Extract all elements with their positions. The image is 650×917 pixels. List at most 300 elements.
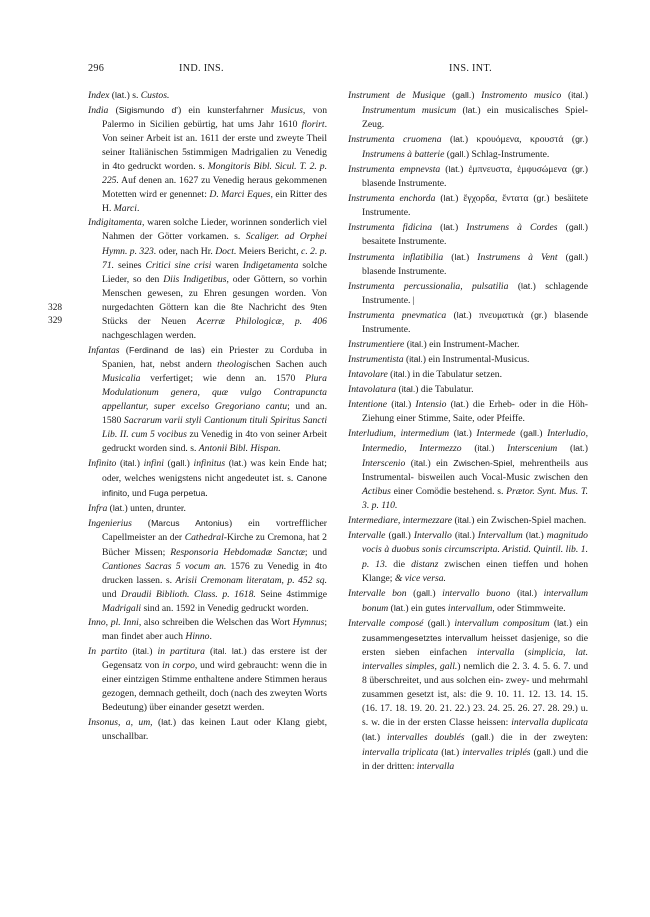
entry-text: ( bbox=[385, 530, 392, 542]
entry-text: ) bbox=[584, 90, 588, 101]
entry-headword: Instrumenta inflatibilia bbox=[348, 251, 444, 263]
entry-text: intervalla duplicata bbox=[511, 717, 588, 729]
entry-text: ) ein musicalisches Spiel-Zeug. bbox=[362, 105, 588, 131]
entry-text: ( bbox=[388, 602, 394, 614]
entry-text: Auf denen an. 1627 zu Venedig heraus gekommenen Motetten wird er genennet: bbox=[102, 175, 327, 201]
entry-text: , oder Göttern, so vorhin Menschen gewesen, zu Ehren gesungen worden. Von nurgedachten Göttern kan die 8te Nachricht des 9ten Stücks der Neuen bbox=[102, 273, 327, 327]
entry-text: ) besaitete Instrumente. bbox=[362, 222, 588, 248]
entry-text: ; man findet aber auch bbox=[102, 616, 327, 642]
entry-headword: In partito bbox=[88, 645, 128, 657]
entry-headword: Intervalle bon bbox=[348, 587, 407, 599]
entry-text: gr. bbox=[536, 193, 547, 204]
entry-text: ) s. bbox=[126, 90, 141, 101]
entry-text: ital. bbox=[571, 90, 585, 100]
dictionary-entry bbox=[88, 343, 327, 456]
entry-text: Instrumens à Cordes bbox=[466, 222, 558, 234]
entry-text: ital. bbox=[520, 587, 534, 598]
entry-text: -Kirche zu Cremona, hat 2 Bücher Missen; bbox=[102, 532, 327, 558]
entry-text: gall. bbox=[449, 149, 466, 160]
entry-text: lat. bbox=[444, 747, 457, 758]
entry-text: ) in die Tabulatur setzen. bbox=[406, 368, 503, 380]
entry-text: zu Venedig in 4to von seiner Arbeit gedruckt worden sind. s. bbox=[102, 429, 328, 455]
entry-text: Sacrarum varii styli Cantionum tituli Spiritus Sancti Lib. II. cum 5 vocibus bbox=[102, 415, 327, 441]
entry-text: sind an. 1592 in Venedig gedruckt worden. bbox=[141, 602, 309, 614]
entry-text: einer Comödie bestehend. s. bbox=[390, 486, 507, 498]
entry-text: intervallum bbox=[447, 602, 493, 614]
entry-text: infini bbox=[143, 458, 164, 470]
entry-text: ( bbox=[405, 458, 414, 470]
entry-text: und bbox=[102, 588, 121, 600]
entry-text: ) besäitete Instrumente. bbox=[362, 193, 588, 219]
dictionary-entry bbox=[348, 191, 588, 220]
entry-headword: Insonus, a, um, bbox=[88, 717, 153, 729]
entry-text: ( bbox=[522, 530, 529, 542]
entry-text: D. Marci Eques bbox=[209, 189, 271, 201]
entry-text: Ferdinand de las bbox=[129, 344, 202, 355]
entry-text: ) bbox=[149, 645, 158, 657]
entry-text: ) bbox=[456, 747, 463, 759]
entry-text: , oder Stimmweite. bbox=[492, 602, 566, 614]
entry-text: ) ἔγχορδα, ἔντατα ( bbox=[455, 193, 537, 205]
entry-text: ) bbox=[432, 587, 443, 599]
entry-text: gall. bbox=[523, 428, 540, 439]
entry-text: lat. bbox=[453, 398, 466, 409]
entry-text: solche Lieder, so den bbox=[102, 259, 328, 285]
entry-text: simplicia, lat. intervalles simples, gall. bbox=[362, 646, 589, 672]
entry-headword: Instrumenta pnevmatica bbox=[348, 309, 447, 321]
entry-text: ) ein kunsterfahrner bbox=[177, 105, 271, 117]
entry-text: ( bbox=[119, 344, 130, 356]
entry-text: ) blasende Instrumente. bbox=[362, 309, 588, 335]
entry-text: Arisii Cremonam literatam, p. 452 sq. bbox=[175, 574, 327, 586]
entry-text: ital. bbox=[401, 383, 416, 394]
entry-text: intervalla triplicata bbox=[362, 747, 439, 759]
entry-text: ) bbox=[454, 222, 467, 234]
entry-text: ( bbox=[387, 398, 395, 410]
entry-headword: Instrumenta percussionalia, pulsatilia bbox=[348, 280, 509, 292]
entry-text: lat. bbox=[454, 251, 467, 262]
dictionary-entry bbox=[348, 279, 588, 308]
entry-text: ) bbox=[471, 90, 482, 101]
entry-text: ( bbox=[387, 368, 394, 380]
entry-text: Mongitoris Bibl. Sicul. T. 2. p. 225. bbox=[102, 161, 327, 187]
entry-text: ; und an. 1580 bbox=[102, 401, 327, 427]
dictionary-entry bbox=[348, 528, 588, 585]
entry-text: ital. bbox=[123, 458, 137, 469]
entry-text: verfertiget; wie denn an. 1570 bbox=[140, 372, 306, 384]
entry-text: ) πνευματικὰ ( bbox=[468, 309, 535, 321]
dictionary-entry bbox=[348, 586, 588, 616]
dictionary-entry bbox=[348, 88, 588, 132]
entry-headword: Index bbox=[88, 90, 110, 101]
right-column bbox=[348, 88, 588, 774]
entry-text: intervalla bbox=[477, 646, 515, 658]
entry-text: ) Schlag-Instrumente. bbox=[465, 149, 550, 161]
entry-headword: Instrumenta empnevsta bbox=[348, 164, 441, 176]
entry-text: ( bbox=[435, 193, 444, 205]
entry-text: die bbox=[387, 558, 412, 570]
entry-text: ( bbox=[452, 515, 458, 527]
dictionary-entry bbox=[348, 367, 588, 382]
entry-text: , ein Ritter des H. bbox=[102, 189, 327, 215]
entry-text: ital. bbox=[135, 645, 150, 656]
entry-text: lat. bbox=[112, 503, 125, 514]
entry-text: florirt bbox=[301, 119, 325, 131]
entry-text: gall. bbox=[536, 747, 553, 758]
entry-text: Meiers Bericht, bbox=[236, 245, 302, 257]
entry-text: ( bbox=[451, 530, 459, 542]
entry-text: ) nemlich die 2. 3. 4. 5. 6. 7. und 8 überschreitet, und aus solchen ein- zwey- und mehrmahl zusammen gesetzt ist, als: die 9. 10. 11. 12. 13. 14. 15. (16. 17. 18. 19. 20. 21. 22.) 23. 24. 25. 26. 27. 28. 29.) u. s. w. die in der ersten Classe heissen: bbox=[362, 660, 589, 729]
entry-text: ) bbox=[584, 443, 588, 455]
dictionary-entry bbox=[348, 250, 588, 279]
margin-ref-new: 329 bbox=[48, 316, 63, 327]
entry-text: ital. bbox=[394, 398, 408, 409]
entry-text: Interludio, Intermedio, Intermezzo bbox=[362, 428, 588, 455]
dictionary-entry bbox=[348, 308, 588, 337]
entry-text: Intermede bbox=[476, 428, 516, 440]
entry-text: ital. bbox=[457, 515, 472, 526]
entry-text: , und wird gebraucht: wenn die in einer eintzigen Stimme enthaltene andere Stimmen heraus gezogen, demnach getheilt, doch (nach des zweyten Worts Bedeutung) über einander gesetzt werden. bbox=[102, 659, 327, 714]
entry-text: ( bbox=[432, 222, 444, 234]
entry-text: Custos. bbox=[140, 90, 170, 101]
entry-text: ) ein Zwischen-Spiel machen. bbox=[471, 515, 587, 527]
margin-ref-old: 328 bbox=[48, 303, 63, 313]
entry-text: Prætor. Synt. Mus. T. 3. p. 110. bbox=[362, 486, 588, 512]
entry-headword: Intavolatura bbox=[348, 383, 397, 395]
entry-text: ( bbox=[152, 717, 162, 729]
dictionary-entry bbox=[348, 162, 588, 191]
entry-text: ital. bbox=[393, 368, 407, 379]
entry-text: , mehrentheils aus Instrumental- bisweilen auch Vocal-Music zwischen den bbox=[362, 458, 588, 484]
entry-headword: Instrumentiere bbox=[348, 338, 405, 350]
dictionary-entry bbox=[88, 456, 327, 501]
entry-text: Musicalia bbox=[102, 372, 141, 384]
entry-text: lat. bbox=[557, 617, 569, 628]
entry-text: lat. bbox=[231, 458, 244, 469]
entry-text: ) bbox=[533, 587, 544, 599]
entry-text: Canone infinito bbox=[102, 473, 327, 499]
dictionary-entry bbox=[88, 616, 327, 644]
entry-text: Doct. bbox=[215, 245, 237, 257]
entry-text: ) was kein Ende hat; oder, welches wenigstens nicht angedeutet ist. s. bbox=[102, 458, 327, 485]
entry-text: , bbox=[105, 616, 111, 628]
entry-text: pl. Inni bbox=[110, 616, 139, 628]
entry-text: ( bbox=[449, 428, 457, 440]
entry-text: Hymnus bbox=[292, 616, 325, 628]
entry-text: ) bbox=[466, 251, 478, 263]
entry-text: gr. bbox=[534, 309, 544, 320]
entry-text: lat. bbox=[448, 164, 461, 175]
entry-text: gall. bbox=[455, 90, 472, 100]
entry-text: ) das erstere ist der Gegensatz von bbox=[102, 645, 327, 671]
entry-text: ital. bbox=[413, 458, 428, 469]
entry-text: ) bbox=[540, 530, 547, 542]
entry-text: ( bbox=[557, 251, 569, 263]
entry-text: Hinno bbox=[185, 630, 210, 642]
entry-text: waren bbox=[211, 259, 243, 271]
entry-text: ( bbox=[508, 280, 522, 292]
entry-text: ) bbox=[491, 443, 507, 455]
dictionary-entry bbox=[348, 513, 588, 528]
entry-headword: Indigitamenta bbox=[88, 217, 142, 229]
entry-text: ) bbox=[584, 134, 588, 146]
entry-text: ) bbox=[376, 732, 387, 744]
entry-headword: Interludium, intermedium bbox=[348, 428, 450, 440]
entry-text: Acerræ Philologicæ, p. 406 bbox=[196, 315, 327, 327]
right-running-head: INS. INT. bbox=[449, 63, 492, 74]
entry-text: ) ein vortrefflicher Capellmeister an der bbox=[102, 518, 327, 544]
entry-text: lat. bbox=[393, 602, 406, 613]
entry-text: intervalles doublés bbox=[386, 732, 465, 744]
entry-text: ) die Erheb- oder in die Höh-Ziehung einer Stimme, Saite, oder Pfeiffe. bbox=[362, 398, 588, 425]
entry-text: ) ein Instrumental-Musicus. bbox=[422, 353, 530, 365]
entry-text: lat. bbox=[365, 732, 377, 743]
entry-text: lat. bbox=[161, 717, 173, 728]
entry-text: intervalles triplés bbox=[462, 747, 531, 759]
entry-text: ( bbox=[225, 458, 232, 470]
entry-text: , und bbox=[127, 488, 149, 500]
entry-text: c. 2. p. 71. bbox=[102, 245, 327, 271]
entry-text: ( bbox=[445, 90, 456, 101]
entry-text: intervallo buono bbox=[442, 587, 511, 599]
entry-text: ( bbox=[423, 617, 431, 629]
entry-text: ital. lat. bbox=[213, 645, 244, 656]
entry-text: ital. bbox=[409, 353, 423, 364]
entry-text: Intensio bbox=[415, 398, 447, 410]
entry-text: Marci bbox=[113, 203, 137, 215]
entry-text: lat. bbox=[521, 280, 533, 291]
dictionary-entry bbox=[348, 382, 588, 397]
entry-text: Marcus Antonius bbox=[151, 518, 229, 529]
entry-text: in corpo bbox=[162, 659, 195, 671]
entry-text: & vice versa. bbox=[394, 572, 446, 584]
entry-text: ) blasende Instrumente. bbox=[362, 164, 588, 190]
entry-headword: Instrument de Musique bbox=[348, 90, 446, 101]
dictionary-entry bbox=[88, 644, 327, 715]
entry-text: seines bbox=[114, 259, 146, 271]
entry-text: , waren solche Lieder, worinnen sonderlich viel Nahmen der Götter vorkamen. s. bbox=[102, 217, 327, 243]
dictionary-entry bbox=[88, 516, 327, 615]
entry-text: Zwischen-Spiel bbox=[453, 458, 513, 469]
entry-headword: Instrumenta fidicina bbox=[348, 222, 433, 234]
entry-text: ) bbox=[468, 428, 477, 440]
entry-text: ) bbox=[471, 530, 478, 542]
entry-text: ( bbox=[438, 747, 445, 759]
dictionary-entry bbox=[88, 103, 327, 216]
entry-headword: Intermediare, intermezzare bbox=[348, 515, 453, 527]
entry-text: Plura Modulationum genera, quæ vulgo Contrapuncta appellantur, super excelso Gregoriano cantu bbox=[102, 372, 327, 413]
entry-text: 1576 zu Venedig in 4to drucken lassen. s. bbox=[102, 560, 328, 586]
entry-text: lat. bbox=[443, 222, 455, 233]
entry-text: Seine 4stimmige bbox=[255, 588, 327, 600]
dictionary-entry bbox=[88, 715, 327, 744]
entry-text: , also schreiben die Welschen das Wort bbox=[138, 616, 293, 628]
entry-text: . Von seiner Arbeit ist an. 1611 der erste und zweyte Theil seiner Italiänischen 5stimmigen Madrigalien zu Venedig in 4to gedruckt worden. s. bbox=[102, 119, 327, 173]
entry-text: ( bbox=[108, 105, 119, 117]
entry-text: ( bbox=[530, 747, 537, 759]
entry-text: Fuga perpetua bbox=[148, 488, 206, 499]
entry-text: ) ein bbox=[568, 617, 588, 629]
entry-text: ) ein gutes bbox=[405, 602, 448, 614]
entry-text: Scaliger. ad Orphei Hymn. p. 323. bbox=[102, 231, 328, 257]
entry-text: gr. bbox=[575, 134, 585, 145]
entry-text: intervalla bbox=[416, 761, 455, 773]
entry-text: ) ein bbox=[427, 458, 454, 470]
dictionary-entry bbox=[348, 132, 588, 162]
entry-text: ) unten, drunter. bbox=[124, 503, 186, 515]
entry-text: ) bbox=[446, 617, 455, 629]
entry-text: lat. bbox=[443, 193, 456, 204]
entry-text: schen Sachen auch bbox=[248, 358, 327, 370]
entry-text: ( bbox=[440, 164, 449, 176]
entry-text: Intervallum bbox=[477, 530, 523, 542]
entry-text: ) die Tabulatur. bbox=[415, 383, 474, 395]
entry-text: ( bbox=[406, 587, 417, 599]
entry-text: ) und die in der dritten: bbox=[362, 747, 588, 773]
entry-text: Instromento musico bbox=[481, 90, 562, 101]
entry-text: ) bbox=[407, 398, 416, 410]
entry-text: infinitus bbox=[193, 458, 226, 470]
entry-text: ) bbox=[186, 458, 194, 470]
entry-text: ( bbox=[403, 353, 410, 365]
entry-headword: Inno bbox=[88, 616, 106, 628]
entry-text: lat. bbox=[465, 105, 478, 116]
entry-text: ( bbox=[107, 503, 113, 515]
dictionary-entry bbox=[348, 220, 588, 249]
dictionary-entry bbox=[348, 337, 588, 352]
running-header bbox=[0, 63, 650, 77]
entry-text: ( bbox=[456, 105, 466, 117]
entry-text: zwischen einen tieffen und hohen Klange; bbox=[362, 558, 589, 584]
entry-text: lat. bbox=[456, 428, 469, 439]
entry-headword: Infinito bbox=[88, 458, 117, 470]
entry-text: gall. bbox=[568, 251, 585, 262]
entry-headword: India bbox=[88, 105, 109, 117]
entry-text: lat. bbox=[115, 90, 127, 100]
entry-text: nachgeschlagen werden. bbox=[102, 329, 197, 341]
entry-text: gall. bbox=[391, 530, 408, 541]
entry-headword: Instrumentista bbox=[348, 353, 404, 365]
entry-text: ) ein Priester zu Corduba in Spanien, hat, nebst andern bbox=[102, 344, 327, 370]
entry-text: lat. bbox=[528, 530, 541, 541]
entry-text: ( bbox=[561, 90, 572, 101]
entry-text: in partitura bbox=[157, 645, 205, 657]
entry-text: Indigetamenta bbox=[242, 259, 299, 271]
entry-text: ( bbox=[549, 617, 558, 629]
entry-text: distanz bbox=[411, 558, 439, 570]
entry-text: Cathedral bbox=[184, 532, 224, 544]
entry-text: theologi bbox=[217, 358, 249, 370]
left-column bbox=[88, 88, 327, 744]
entry-text: . bbox=[209, 630, 212, 642]
entry-text: lat. bbox=[453, 134, 465, 145]
entry-text: gr. bbox=[575, 164, 585, 175]
entry-text: Diis Indigetibus bbox=[163, 273, 227, 285]
entry-text: Antonii Bibl. Hispan. bbox=[198, 443, 281, 455]
entry-text: ( bbox=[362, 732, 366, 744]
entry-text: ) bbox=[539, 428, 548, 440]
entry-text: Interscenio bbox=[362, 458, 406, 470]
entry-text: Instrumens à Vent bbox=[477, 251, 558, 263]
entry-text: intervallum bonum bbox=[362, 587, 588, 614]
entry-text: ( bbox=[446, 309, 457, 321]
entry-text: gall. bbox=[170, 458, 187, 469]
entry-text: ( bbox=[444, 149, 450, 161]
entry-text: ) bbox=[136, 458, 144, 470]
entry-text: gall. bbox=[416, 587, 433, 598]
entry-text: ( bbox=[443, 251, 455, 263]
entry-text: ( bbox=[557, 222, 569, 234]
dictionary-entry bbox=[88, 501, 327, 516]
entry-text: ( bbox=[510, 587, 521, 599]
entry-text: ( bbox=[127, 645, 136, 657]
entry-text: lat. bbox=[456, 309, 469, 320]
entry-text: ) die in der zweyten: bbox=[490, 732, 588, 744]
entry-text: ( bbox=[557, 443, 574, 455]
entry-text: ) ein Instrument-Macher. bbox=[423, 338, 520, 350]
entry-text: ( bbox=[441, 134, 454, 146]
entry-text: ) schlagende Instrumente. | bbox=[362, 280, 588, 306]
entry-text: gall. bbox=[430, 617, 447, 628]
entry-text: ) κρουόμενα, κρουστά ( bbox=[464, 134, 576, 146]
entry-headword: Infantas bbox=[88, 344, 120, 356]
entry-headword: Intavolare bbox=[348, 368, 388, 380]
entry-text: ital. bbox=[458, 530, 472, 541]
entry-text: ( bbox=[515, 428, 524, 440]
entry-text: Responsoria Hebdomadæ Sanctæ bbox=[170, 546, 305, 558]
entry-headword: Infra bbox=[88, 503, 108, 515]
entry-text: magnitudo vocis à duobus sonis circumscripta. Aristid. Quintil. lib. 1. p. 13. bbox=[362, 530, 588, 570]
entry-text: Interscenium bbox=[507, 443, 558, 455]
entry-text: Sigismundo d' bbox=[118, 105, 178, 116]
entry-text: ) das keinen Laut oder Klang giebt, unschallbar. bbox=[102, 717, 327, 743]
entry-text: ( bbox=[116, 458, 124, 470]
entry-text: ( bbox=[204, 645, 214, 657]
entry-text: . bbox=[205, 488, 208, 500]
entry-text: gall. bbox=[474, 732, 491, 743]
entry-text: intervallum compositum bbox=[454, 617, 550, 629]
entry-text: Actibus bbox=[362, 486, 391, 498]
entry-headword: Instrumenta enchorda bbox=[348, 193, 436, 205]
dictionary-entry bbox=[348, 616, 588, 775]
entry-text: ( bbox=[461, 443, 478, 455]
entry-text: . bbox=[136, 203, 140, 215]
entry-text: Critici sine crisi bbox=[145, 259, 212, 271]
entry-text: ( bbox=[396, 383, 402, 395]
entry-text: heisset dasjenige, so die ersten sieben einfachen bbox=[362, 632, 588, 658]
entry-text: ( bbox=[163, 458, 171, 470]
entry-text: ( bbox=[131, 518, 152, 530]
dictionary-entry bbox=[88, 88, 327, 103]
entry-headword: Intentione bbox=[348, 398, 388, 410]
entry-text: Madrigali bbox=[102, 602, 142, 614]
entry-text: ital. bbox=[409, 338, 424, 349]
entry-text: gall. bbox=[568, 222, 585, 233]
entry-text: ital. bbox=[477, 443, 492, 454]
entry-text: ( bbox=[514, 646, 528, 658]
dictionary-entry bbox=[88, 216, 327, 342]
entry-text: ) blasende Instrumente. bbox=[362, 251, 588, 277]
entry-text: zusammengesetztes intervallum bbox=[362, 632, 488, 643]
left-running-head: IND. INS. bbox=[179, 63, 224, 74]
entry-text: ( bbox=[404, 338, 410, 350]
dictionary-entry bbox=[348, 397, 588, 426]
entry-text: lat. bbox=[573, 443, 585, 454]
entry-headword: Intervalle bbox=[348, 530, 386, 542]
entry-text: Intervallo bbox=[413, 530, 452, 542]
entry-text: , von Palermo in Sicilien gebürtig, hat ums Jahr 1610 bbox=[102, 105, 328, 131]
entry-headword: Ingenierius bbox=[88, 518, 132, 530]
